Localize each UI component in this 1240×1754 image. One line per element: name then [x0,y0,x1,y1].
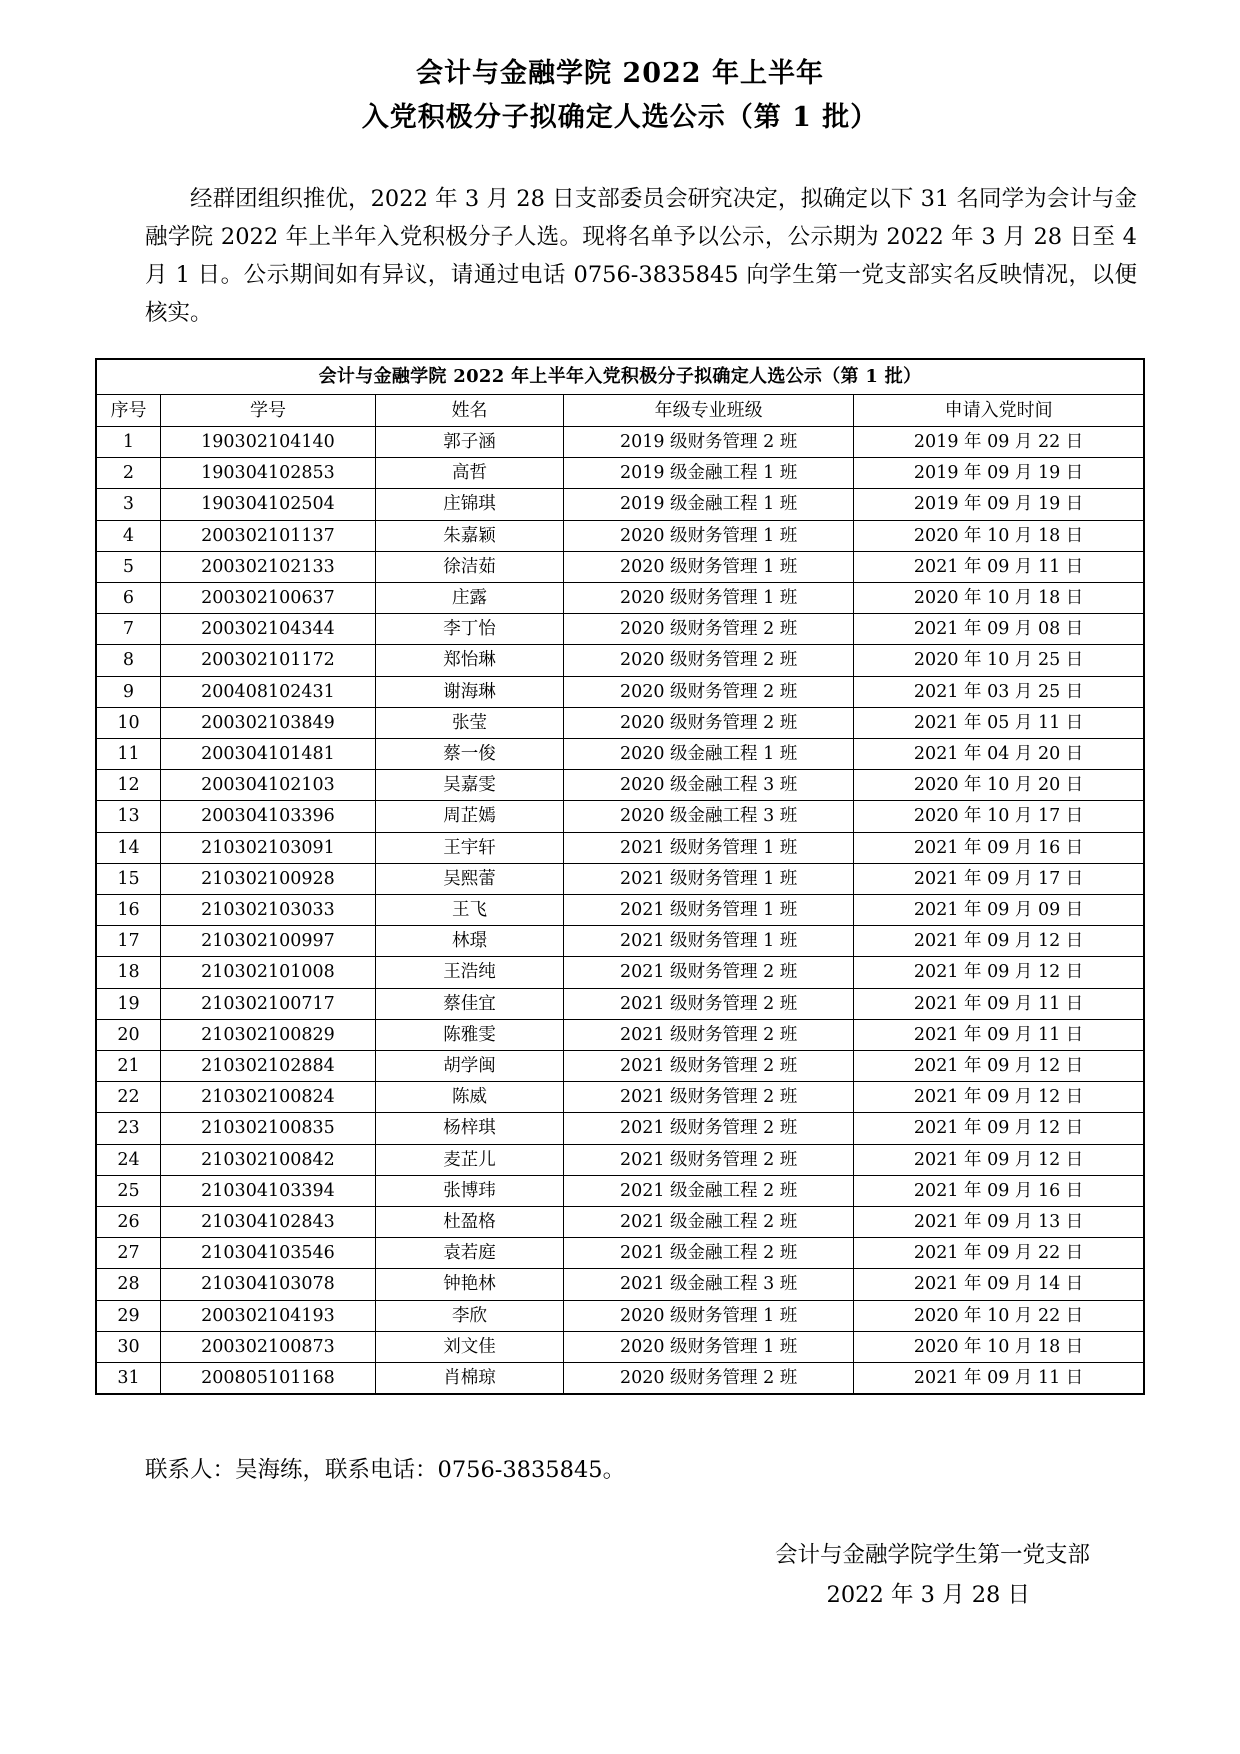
cell-class: 2020 级金融工程 3 班 [564,770,854,801]
cell-student-id: 210304103078 [160,1269,375,1300]
cell-apply-date: 2021 年 09 月 12 日 [854,957,1144,988]
cell-index: 25 [96,1175,160,1206]
cell-name: 杨梓琪 [375,1113,563,1144]
cell-apply-date: 2020 年 10 月 18 日 [854,1331,1144,1362]
cell-name: 刘文佳 [375,1331,563,1362]
table-row [96,1363,1144,1395]
cell-index: 4 [96,520,160,551]
table-row [96,489,1144,520]
cell-student-id: 210304103546 [160,1238,375,1269]
cell-apply-date: 2021 年 09 月 12 日 [854,1082,1144,1113]
cell-student-id: 210302100829 [160,1019,375,1050]
cell-student-id: 200302103849 [160,707,375,738]
table-row [96,614,1144,645]
cell-name: 李丁怡 [375,614,563,645]
cell-name: 郭子涵 [375,427,563,458]
cell-class: 2021 级财务管理 1 班 [564,832,854,863]
cell-name: 肖棉琼 [375,1363,563,1395]
cell-class: 2020 级财务管理 2 班 [564,614,854,645]
cell-name: 吴嘉雯 [375,770,563,801]
signature-block [95,1535,1145,1615]
cell-student-id: 210302103091 [160,832,375,863]
cell-apply-date: 2021 年 09 月 11 日 [854,551,1144,582]
cell-class: 2021 级财务管理 2 班 [564,1082,854,1113]
cell-student-id: 200304103396 [160,801,375,832]
cell-class: 2020 级财务管理 2 班 [564,707,854,738]
cell-name: 谢海琳 [375,676,563,707]
cell-index: 12 [96,770,160,801]
roster-table [95,358,1145,1395]
cell-name: 庄露 [375,583,563,614]
cell-name: 胡学闽 [375,1051,563,1082]
cell-apply-date: 2021 年 03 月 25 日 [854,676,1144,707]
cell-apply-date: 2021 年 09 月 11 日 [854,1363,1144,1395]
cell-index: 8 [96,645,160,676]
cell-name: 袁若庭 [375,1238,563,1269]
cell-student-id: 190304102853 [160,458,375,489]
cell-student-id: 210302100928 [160,863,375,894]
cell-index: 17 [96,926,160,957]
cell-name: 高哲 [375,458,563,489]
cell-apply-date: 2021 年 04 月 20 日 [854,739,1144,770]
cell-index: 26 [96,1207,160,1238]
table-row [96,551,1144,582]
cell-apply-date: 2019 年 09 月 19 日 [854,489,1144,520]
cell-index: 18 [96,957,160,988]
cell-name: 陈威 [375,1082,563,1113]
cell-apply-date: 2021 年 09 月 11 日 [854,1019,1144,1050]
cell-index: 13 [96,801,160,832]
cell-class: 2021 级财务管理 1 班 [564,895,854,926]
cell-student-id: 210302102884 [160,1051,375,1082]
column-header-class: 年级专业班级 [564,395,854,427]
cell-student-id: 200302101137 [160,520,375,551]
cell-student-id: 200302100873 [160,1331,375,1362]
cell-student-id: 200304102103 [160,770,375,801]
cell-student-id: 200302100637 [160,583,375,614]
cell-index: 16 [96,895,160,926]
cell-apply-date: 2021 年 09 月 11 日 [854,988,1144,1019]
cell-class: 2021 级财务管理 2 班 [564,988,854,1019]
table-row [96,1238,1144,1269]
cell-apply-date: 2021 年 09 月 22 日 [854,1238,1144,1269]
column-header-apply-date: 申请入党时间 [854,395,1144,427]
column-header-name: 姓名 [375,395,563,427]
cell-index: 15 [96,863,160,894]
cell-class: 2021 级财务管理 2 班 [564,1051,854,1082]
cell-index: 1 [96,427,160,458]
cell-index: 31 [96,1363,160,1395]
table-row [96,1331,1144,1362]
table-row [96,957,1144,988]
cell-apply-date: 2021 年 09 月 12 日 [854,1144,1144,1175]
cell-name: 陈雅雯 [375,1019,563,1050]
table-row [96,1051,1144,1082]
cell-student-id: 190304102504 [160,489,375,520]
table-row [96,1207,1144,1238]
cell-name: 蔡佳宜 [375,988,563,1019]
cell-student-id: 200302104193 [160,1300,375,1331]
cell-class: 2021 级财务管理 2 班 [564,1019,854,1050]
cell-name: 徐洁茹 [375,551,563,582]
cell-class: 2021 级金融工程 3 班 [564,1269,854,1300]
cell-student-id: 200302101172 [160,645,375,676]
cell-apply-date: 2021 年 05 月 11 日 [854,707,1144,738]
table-row [96,895,1144,926]
cell-class: 2020 级财务管理 2 班 [564,676,854,707]
cell-class: 2020 级财务管理 1 班 [564,1331,854,1362]
cell-index: 23 [96,1113,160,1144]
cell-name: 张莹 [375,707,563,738]
cell-name: 王宇轩 [375,832,563,863]
cell-student-id: 200302102133 [160,551,375,582]
column-header-index: 序号 [96,395,160,427]
table-row [96,801,1144,832]
cell-index: 2 [96,458,160,489]
cell-name: 郑怡琳 [375,645,563,676]
cell-name: 李欣 [375,1300,563,1331]
cell-index: 20 [96,1019,160,1050]
signature-organization: 会计与金融学院学生第一党支部 [774,1542,1090,1569]
cell-class: 2021 级财务管理 2 班 [564,1113,854,1144]
cell-apply-date: 2021 年 09 月 16 日 [854,1175,1144,1206]
cell-student-id: 210302101008 [160,957,375,988]
cell-apply-date: 2021 年 09 月 12 日 [854,926,1144,957]
cell-student-id: 200408102431 [160,676,375,707]
cell-class: 2020 级财务管理 1 班 [564,583,854,614]
cell-class: 2020 级金融工程 1 班 [564,739,854,770]
cell-apply-date: 2021 年 09 月 12 日 [854,1051,1144,1082]
table-row [96,926,1144,957]
cell-index: 27 [96,1238,160,1269]
cell-class: 2021 级财务管理 2 班 [564,1144,854,1175]
roster-table-body [96,359,1144,1394]
cell-index: 10 [96,707,160,738]
cell-student-id: 200302104344 [160,614,375,645]
cell-student-id: 210304103394 [160,1175,375,1206]
cell-student-id: 210304102843 [160,1207,375,1238]
page-title-line-1: 会计与金融学院 2022 年上半年 [416,58,824,89]
table-row [96,739,1144,770]
cell-class: 2020 级财务管理 1 班 [564,520,854,551]
cell-class: 2021 级金融工程 2 班 [564,1175,854,1206]
table-row [96,427,1144,458]
cell-name: 林璟 [375,926,563,957]
contact-line: 联系人：吴海练，联系电话：0756-3835845。 [145,1457,626,1484]
cell-index: 29 [96,1300,160,1331]
cell-index: 19 [96,988,160,1019]
cell-name: 麦芷儿 [375,1144,563,1175]
cell-class: 2019 级财务管理 2 班 [564,427,854,458]
page-title-line-2: 入党积极分子拟确定人选公示（第 1 批） [361,102,879,133]
cell-index: 7 [96,614,160,645]
cell-student-id: 210302100717 [160,988,375,1019]
table-row [96,676,1144,707]
cell-class: 2021 级财务管理 2 班 [564,957,854,988]
roster-table-container [95,358,1145,1395]
cell-class: 2020 级金融工程 3 班 [564,801,854,832]
table-row [96,770,1144,801]
cell-index: 14 [96,832,160,863]
cell-apply-date: 2020 年 10 月 18 日 [854,520,1144,551]
table-row [96,988,1144,1019]
cell-class: 2021 级财务管理 1 班 [564,926,854,957]
cell-index: 5 [96,551,160,582]
cell-apply-date: 2021 年 09 月 16 日 [854,832,1144,863]
table-row [96,645,1144,676]
cell-class: 2020 级财务管理 1 班 [564,1300,854,1331]
cell-name: 王飞 [375,895,563,926]
cell-class: 2020 级财务管理 2 班 [564,645,854,676]
table-row [96,520,1144,551]
cell-index: 24 [96,1144,160,1175]
cell-index: 30 [96,1331,160,1362]
page-title [95,52,1145,140]
cell-index: 9 [96,676,160,707]
cell-apply-date: 2021 年 09 月 09 日 [854,895,1144,926]
cell-index: 11 [96,739,160,770]
cell-apply-date: 2021 年 09 月 14 日 [854,1269,1144,1300]
cell-apply-date: 2020 年 10 月 25 日 [854,645,1144,676]
cell-student-id: 210302103033 [160,895,375,926]
table-row [96,1082,1144,1113]
table-row [96,863,1144,894]
cell-index: 3 [96,489,160,520]
cell-class: 2021 级金融工程 2 班 [564,1207,854,1238]
cell-student-id: 210302100835 [160,1113,375,1144]
table-row [96,1269,1144,1300]
cell-index: 28 [96,1269,160,1300]
cell-apply-date: 2020 年 10 月 17 日 [854,801,1144,832]
cell-apply-date: 2020 年 10 月 18 日 [854,583,1144,614]
table-row [96,583,1144,614]
cell-name: 杜盈格 [375,1207,563,1238]
cell-name: 钟艳林 [375,1269,563,1300]
cell-apply-date: 2019 年 09 月 22 日 [854,427,1144,458]
cell-student-id: 210302100997 [160,926,375,957]
table-caption: 会计与金融学院 2022 年上半年入党积极分子拟确定人选公示（第 1 批） [96,359,1144,395]
cell-apply-date: 2019 年 09 月 19 日 [854,458,1144,489]
cell-index: 22 [96,1082,160,1113]
cell-name: 吴熙蕾 [375,863,563,894]
cell-index: 21 [96,1051,160,1082]
cell-name: 蔡一俊 [375,739,563,770]
table-row [96,707,1144,738]
cell-name: 庄锦琪 [375,489,563,520]
cell-name: 张博玮 [375,1175,563,1206]
signature-date: 2022 年 3 月 28 日 [826,1582,1030,1609]
intro-paragraph: 经群团组织推优，2022 年 3 月 28 日支部委员会研究决定，拟确定以下 31 名同学为会计与金融学院 2022 年上半年入党积极分子人选。现将名单予以公示，公示期为 2022 年 3 月 28 日至 4 月 1 日。公示期间如有异议，请通过电话 0756-3835845 向学生第一党支部实名反映情况，以便核实。 [145,186,1137,326]
column-header-student-id: 学号 [160,395,375,427]
table-row [96,832,1144,863]
table-row [96,458,1144,489]
cell-class: 2021 级财务管理 1 班 [564,863,854,894]
cell-name: 王浩纯 [375,957,563,988]
table-header-row [96,395,1144,427]
table-row [96,1144,1144,1175]
table-row [96,1300,1144,1331]
cell-student-id: 210302100824 [160,1082,375,1113]
table-row [96,1175,1144,1206]
cell-student-id: 200304101481 [160,739,375,770]
cell-student-id: 200805101168 [160,1363,375,1395]
cell-apply-date: 2021 年 09 月 12 日 [854,1113,1144,1144]
cell-student-id: 190302104140 [160,427,375,458]
cell-name: 周芷嫣 [375,801,563,832]
table-row [96,1113,1144,1144]
cell-student-id: 210302100842 [160,1144,375,1175]
cell-apply-date: 2021 年 09 月 13 日 [854,1207,1144,1238]
cell-class: 2019 级金融工程 1 班 [564,458,854,489]
table-row [96,1019,1144,1050]
table-caption-row [96,359,1144,395]
cell-apply-date: 2021 年 09 月 08 日 [854,614,1144,645]
cell-name: 朱嘉颖 [375,520,563,551]
cell-class: 2021 级金融工程 2 班 [564,1238,854,1269]
cell-class: 2020 级财务管理 1 班 [564,551,854,582]
cell-index: 6 [96,583,160,614]
cell-apply-date: 2020 年 10 月 20 日 [854,770,1144,801]
cell-class: 2019 级金融工程 1 班 [564,489,854,520]
cell-apply-date: 2021 年 09 月 17 日 [854,863,1144,894]
cell-apply-date: 2020 年 10 月 22 日 [854,1300,1144,1331]
cell-class: 2020 级财务管理 2 班 [564,1363,854,1395]
